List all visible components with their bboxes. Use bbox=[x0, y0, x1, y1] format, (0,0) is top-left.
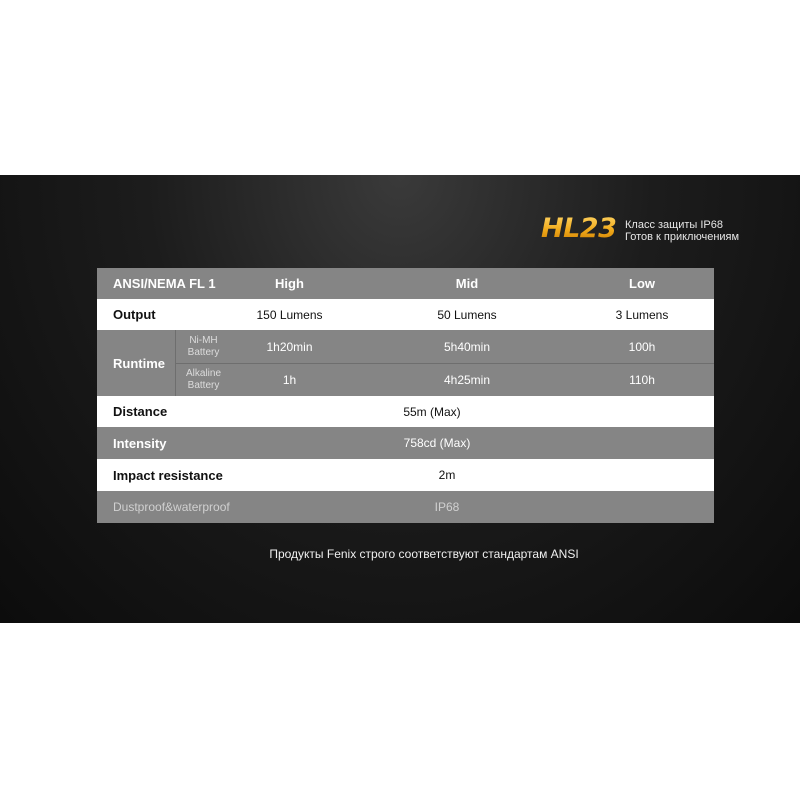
alkaline-label bbox=[176, 364, 231, 396]
tagline-line-1: Класс защиты IP68 bbox=[625, 219, 723, 231]
nimh-high: 1h20min bbox=[266, 339, 313, 354]
distance-label: Distance bbox=[113, 404, 168, 419]
intensity-label: Intensity bbox=[113, 435, 167, 451]
alkaline-high: 1h bbox=[282, 373, 297, 387]
waterproof-row bbox=[97, 491, 714, 523]
output-label: Output bbox=[113, 307, 156, 322]
intensity-value: 758cd (Max) bbox=[403, 436, 471, 450]
nimh-label-line1: Ni-MH bbox=[189, 334, 218, 346]
alkaline-label-line1: Alkaline bbox=[185, 368, 222, 379]
impact-label: Impact resistance bbox=[113, 467, 223, 483]
distance-row bbox=[97, 396, 714, 427]
distance-value: 55m (Max) bbox=[403, 404, 461, 419]
alkaline-mid: 4h25min bbox=[443, 373, 491, 387]
nimh-label bbox=[176, 330, 231, 363]
alkaline-low: 110h bbox=[629, 373, 655, 387]
model-logo: HL23 bbox=[541, 213, 617, 244]
table-header-row bbox=[97, 268, 714, 299]
tagline-line-2: Готов к приключениям bbox=[625, 231, 740, 243]
header-mid: Mid bbox=[455, 276, 479, 291]
runtime-nimh-row bbox=[176, 330, 714, 363]
footer-note: Продукты Fenix строго соответствуют стандартам ANSI bbox=[269, 547, 579, 561]
intensity-row bbox=[97, 427, 714, 459]
impact-value: 2m bbox=[438, 468, 456, 482]
runtime-block bbox=[97, 330, 714, 396]
output-low: 3 Lumens bbox=[615, 307, 669, 322]
alkaline-label-line2: Battery bbox=[187, 380, 220, 391]
waterproof-value: IP68 bbox=[434, 500, 460, 514]
impact-row bbox=[97, 459, 714, 491]
output-mid: 50 Lumens bbox=[437, 307, 497, 322]
spec-table bbox=[97, 268, 714, 523]
header-high: High bbox=[275, 276, 304, 291]
header-standard: ANSI/NEMA FL 1 bbox=[113, 276, 216, 291]
nimh-low: 100h bbox=[628, 339, 656, 354]
output-row bbox=[97, 299, 714, 330]
runtime-alkaline-row bbox=[176, 364, 714, 396]
waterproof-label: Dustproof&waterproof bbox=[113, 500, 230, 514]
header-low: Low bbox=[629, 276, 655, 291]
output-high: 150 Lumens bbox=[256, 307, 323, 322]
runtime-label: Runtime bbox=[113, 355, 165, 371]
nimh-label-line2: Battery bbox=[187, 346, 220, 358]
nimh-mid: 5h40min bbox=[443, 339, 491, 354]
tagline bbox=[625, 219, 739, 243]
